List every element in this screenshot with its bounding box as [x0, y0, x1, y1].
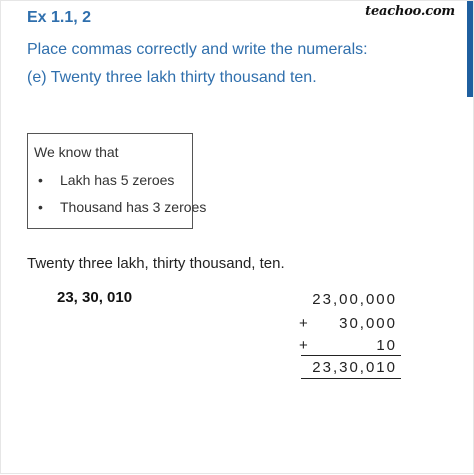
question-instruction: Place commas correctly and write the numerals:	[27, 41, 368, 58]
bullet-icon: •	[38, 172, 43, 188]
question-part: (e) Twenty three lakh thirty thousand ten.	[27, 69, 317, 86]
calc-row-value: 10	[376, 337, 397, 354]
solution-answer: 23, 30, 010	[57, 289, 133, 306]
sum-line-top	[301, 355, 401, 356]
calc-row-value: 23,00,000	[312, 291, 397, 308]
plus-sign: +	[299, 337, 310, 354]
calc-row-value: 30,000	[339, 315, 397, 332]
note-bullet-text: Lakh has 5 zeroes	[60, 172, 175, 188]
calc-result: 23,30,010	[312, 359, 397, 376]
solution-statement: Twenty three lakh, thirty thousand, ten.	[27, 255, 285, 272]
sum-line-bottom	[301, 378, 401, 379]
teachoo-logo: teachoo.com	[365, 4, 455, 19]
addition-calculation	[1, 1, 474, 475]
bullet-icon: •	[38, 199, 43, 215]
note-title: We know that	[34, 144, 119, 160]
exercise-title: Ex 1.1, 2	[27, 9, 92, 26]
note-bullet-text: Thousand has 3 zeroes	[60, 199, 207, 215]
plus-sign: +	[299, 315, 310, 332]
